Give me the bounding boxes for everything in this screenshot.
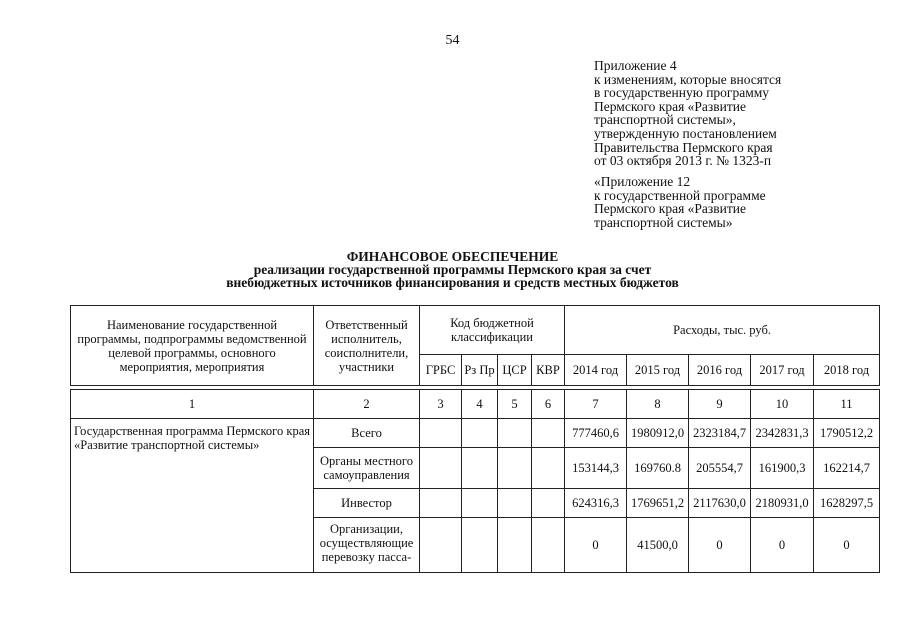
appendix-4-block <box>594 59 854 168</box>
value-cell: 162214,7 <box>814 448 880 489</box>
financing-table <box>70 305 880 573</box>
appendix-4-line: утвержденную постановлением <box>594 125 777 141</box>
value-cell: 1790512,2 <box>814 419 880 448</box>
value-cell: 1628297,5 <box>814 489 880 518</box>
column-number: 8 <box>627 390 689 419</box>
column-number: 2 <box>314 390 420 419</box>
participant-cell: Организации, осуществляющие перевозку пасса- <box>314 518 420 573</box>
header-code: ЦСР <box>498 355 532 386</box>
participant-cell: Всего <box>314 419 420 448</box>
code-cell <box>462 489 498 518</box>
program-name-cell: Государственная программа Пермского края «Развитие транспортной системы» <box>71 419 314 573</box>
appendix-12-line: Пермского края «Развитие <box>594 201 746 217</box>
code-cell <box>462 448 498 489</box>
code-cell <box>420 518 462 573</box>
numbering-row <box>71 390 880 419</box>
column-number: 7 <box>565 390 627 419</box>
header-code: ГРБС <box>420 355 462 386</box>
code-cell <box>498 489 532 518</box>
appendix-4-line: Приложение 4 <box>594 58 677 73</box>
header-responsible: Ответственный исполнитель, соисполнители, участники <box>314 306 420 386</box>
appendix-4-line: транспортной системы», <box>594 112 736 128</box>
header-name: Наименование государственной программы, подпрограммы ведомственной целевой программы, основного мероприятия, мероприятия <box>71 306 314 386</box>
code-cell <box>532 489 565 518</box>
appendix-12-line: «Приложение 12 <box>594 174 691 189</box>
value-cell: 1769651,2 <box>627 489 689 518</box>
column-number: 6 <box>532 390 565 419</box>
code-cell <box>498 419 532 448</box>
code-cell <box>420 489 462 518</box>
value-cell: 0 <box>751 518 814 573</box>
value-cell: 205554,7 <box>689 448 751 489</box>
header-budget-code: Код бюджетной классификации <box>420 306 565 355</box>
code-cell <box>498 448 532 489</box>
code-cell <box>498 518 532 573</box>
code-cell <box>532 518 565 573</box>
table-row <box>71 419 880 448</box>
value-cell: 624316,3 <box>565 489 627 518</box>
value-cell: 2342831,3 <box>751 419 814 448</box>
code-cell <box>462 518 498 573</box>
code-cell <box>420 419 462 448</box>
document-title <box>0 250 905 289</box>
header-code: КВР <box>532 355 565 386</box>
header-year: 2017 год <box>751 355 814 386</box>
code-cell <box>532 419 565 448</box>
value-cell: 1980912,0 <box>627 419 689 448</box>
title-line-sub: внебюджетных источников финансирования и средств местных бюджетов <box>226 275 679 290</box>
value-cell: 161900,3 <box>751 448 814 489</box>
appendix-12-line: транспортной системы» <box>594 214 733 230</box>
value-cell: 2180931,0 <box>751 489 814 518</box>
appendix-4-line: Пермского края «Развитие <box>594 98 746 114</box>
column-number: 9 <box>689 390 751 419</box>
title-line-main: ФИНАНСОВОЕ ОБЕСПЕЧЕНИЕ <box>346 249 559 264</box>
appendix-12-block <box>594 175 854 229</box>
value-cell: 169760.8 <box>627 448 689 489</box>
appendix-4-line: к изменениям, которые вносятся <box>594 71 782 87</box>
appendix-12-line: к государственной программе <box>594 187 766 203</box>
header-code: Рз Пр <box>462 355 498 386</box>
value-cell: 0 <box>689 518 751 573</box>
value-cell: 0 <box>565 518 627 573</box>
value-cell: 777460,6 <box>565 419 627 448</box>
participant-cell: Инвестор <box>314 489 420 518</box>
appendix-4-line: Правительства Пермского края <box>594 139 773 155</box>
participant-cell: Органы местного самоуправления <box>314 448 420 489</box>
column-number: 1 <box>71 390 314 419</box>
appendix-4-line: от 03 октября 2013 г. № 1323-п <box>594 153 772 169</box>
header-expenses: Расходы, тыс. руб. <box>565 306 880 355</box>
column-number: 10 <box>751 390 814 419</box>
value-cell: 2323184,7 <box>689 419 751 448</box>
value-cell: 153144,3 <box>565 448 627 489</box>
value-cell: 0 <box>814 518 880 573</box>
column-number: 4 <box>462 390 498 419</box>
table-header-row <box>71 306 880 355</box>
appendix-4-line: в государственную программу <box>594 85 770 101</box>
column-number: 11 <box>814 390 880 419</box>
column-number: 3 <box>420 390 462 419</box>
code-cell <box>420 448 462 489</box>
code-cell <box>532 448 565 489</box>
header-year: 2016 год <box>689 355 751 386</box>
column-number: 5 <box>498 390 532 419</box>
value-cell: 2117630,0 <box>689 489 751 518</box>
value-cell: 41500,0 <box>627 518 689 573</box>
header-year: 2014 год <box>565 355 627 386</box>
page-number: 54 <box>445 33 460 48</box>
code-cell <box>462 419 498 448</box>
header-year: 2015 год <box>627 355 689 386</box>
title-line-sub: реализации государственной программы Пермского края за счет <box>253 262 652 277</box>
header-year: 2018 год <box>814 355 880 386</box>
